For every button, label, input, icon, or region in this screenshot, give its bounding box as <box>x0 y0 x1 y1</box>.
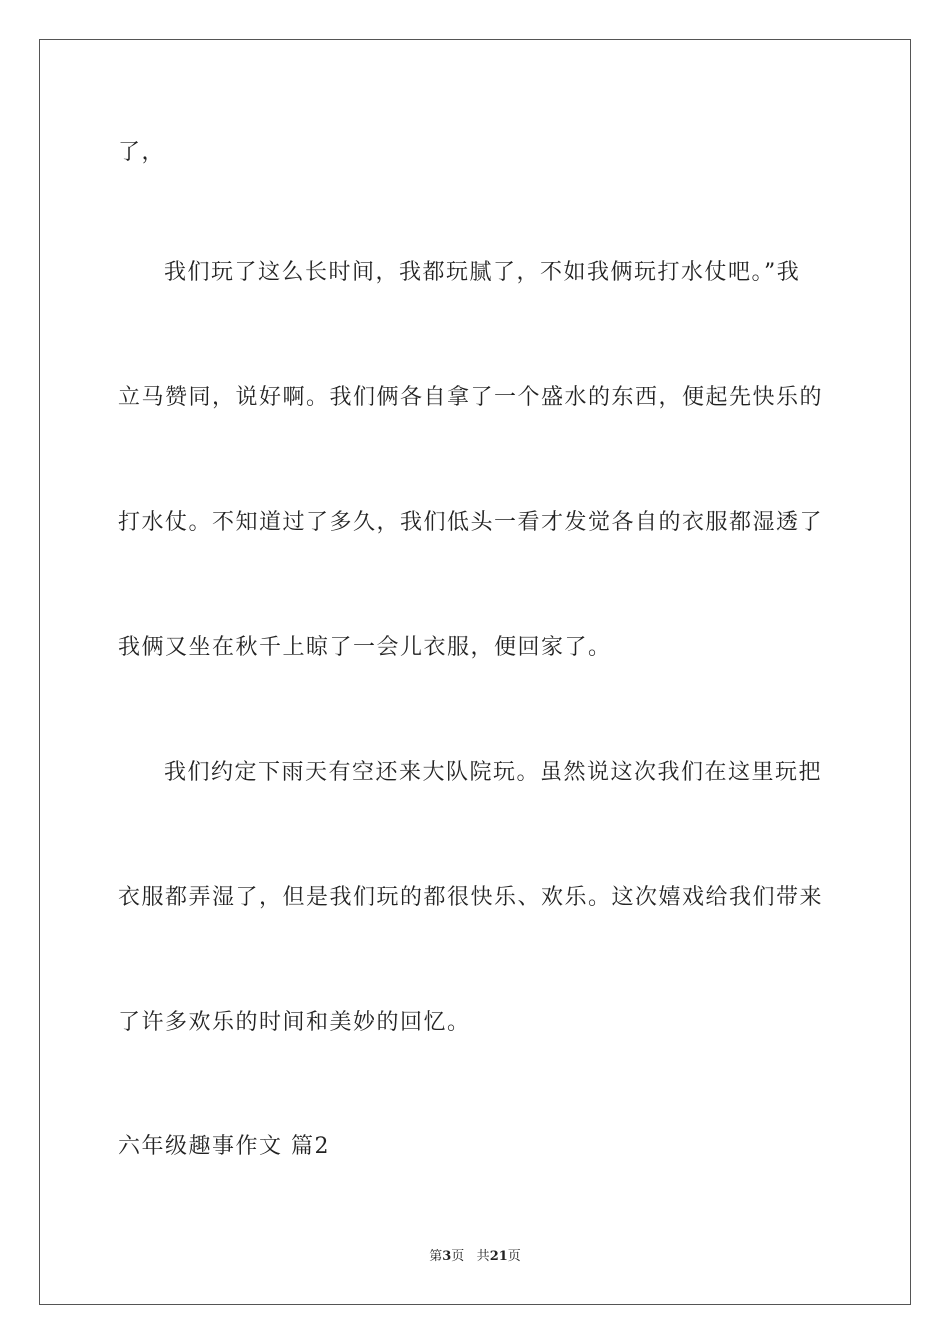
total-suffix: 页 <box>507 1249 521 1264</box>
page-suffix: 页 <box>451 1249 465 1264</box>
paragraph-line: 衣服都弄湿了，但是我们玩的都很快乐、欢乐。这次嬉戏给我们带来 <box>118 885 824 910</box>
page-border <box>39 39 911 1305</box>
paragraph-line: 立马赞同，说好啊。我们俩各自拿了一个盛水的东西，便起先快乐的 <box>118 385 824 410</box>
paragraph-line: 了许多欢乐的时间和美妙的回忆。 <box>118 1010 471 1035</box>
paragraph-line: 我俩又坐在秋千上晾了一会儿衣服，便回家了。 <box>118 635 612 660</box>
page-footer <box>0 1248 950 1266</box>
paragraph-line: 我们玩了这么长时间，我都玩腻了，不如我俩玩打水仗吧。”我 <box>164 260 801 285</box>
total-prefix: 共 <box>476 1249 490 1264</box>
section-heading: 六年级趣事作文 篇2 <box>118 1134 330 1159</box>
page-prefix: 第 <box>429 1249 443 1264</box>
total-pages: 21 <box>489 1249 508 1264</box>
page-number: 3 <box>442 1249 452 1264</box>
paragraph-line: 我们约定下雨天有空还来大队院玩。虽然说这次我们在这里玩把 <box>164 760 823 785</box>
paragraph-line: 了， <box>118 140 166 165</box>
paragraph-line: 打水仗。不知道过了多久，我们低头一看才发觉各自的衣服都湿透了 <box>118 510 824 535</box>
